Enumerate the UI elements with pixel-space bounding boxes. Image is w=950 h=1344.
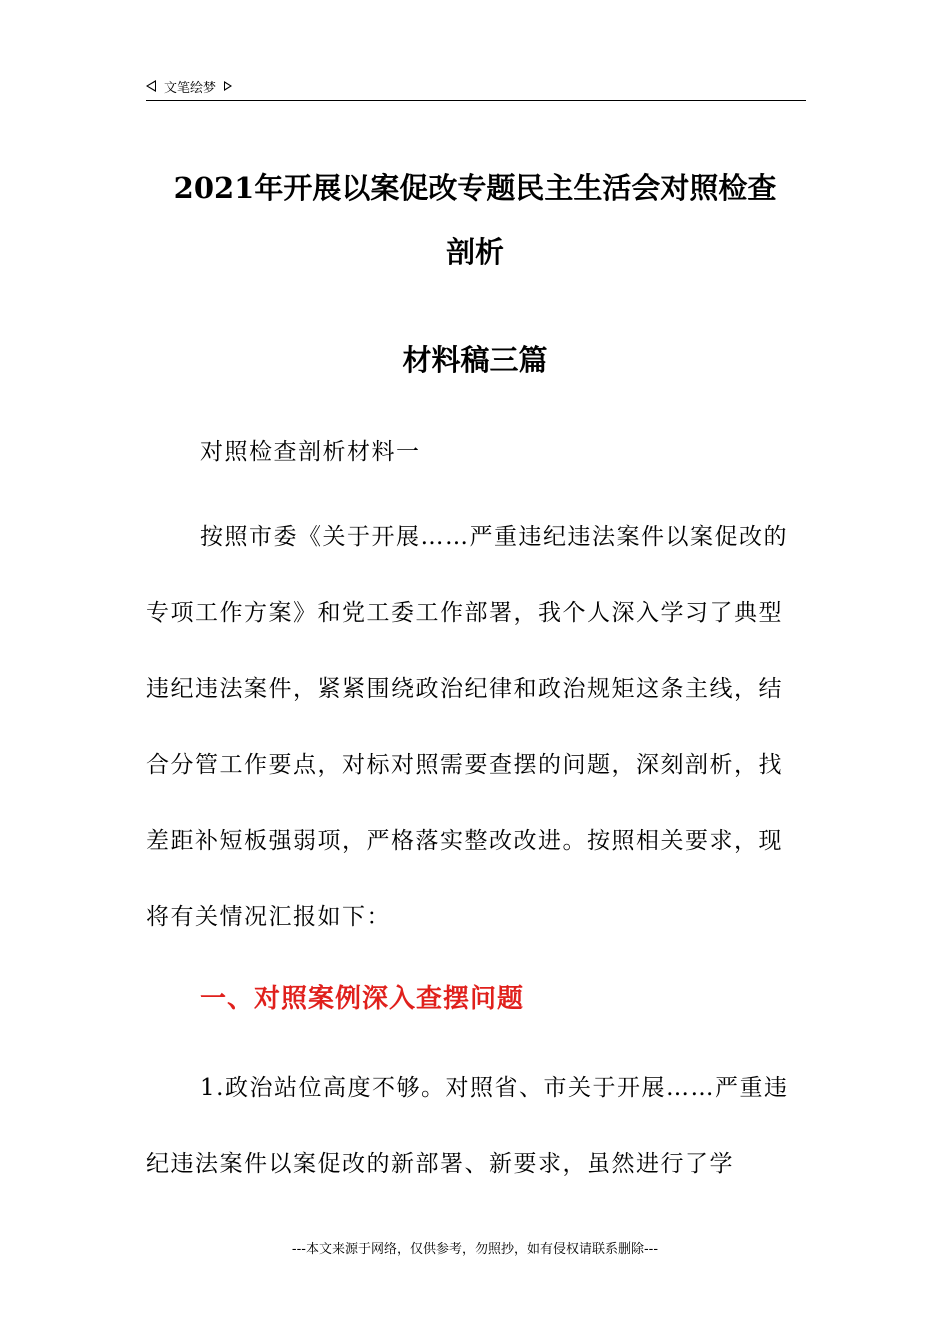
section-heading-1: 一、对照案例深入查摆问题 xyxy=(200,984,525,1014)
page-header xyxy=(146,72,806,101)
document-subheading: 对照检查剖析材料一 xyxy=(200,439,421,465)
footer-disclaimer: ---本文来源于网络，仅供参考，勿照抄，如有侵权请联系删除--- xyxy=(291,1242,659,1257)
header-brand: 文笔绘梦 xyxy=(164,80,217,96)
body-paragraph-1: 按照市委《关于开展……严重违纪违法案件以案促改的专项工作方案》和党工委工作部署，我个人深入学习了典型违纪违法案件，紧紧围绕政治纪律和政治规矩这条主线，结合分管工作要点，对标对照需要查摆的问题，深刻剖析，找差距补短板强弱项，严格落实整改改进。按照相关要求，现将有关情况汇报如下： xyxy=(146,524,788,930)
title-line-2: 剖析 xyxy=(445,235,504,269)
left-triangle-icon xyxy=(146,80,156,92)
right-triangle-icon xyxy=(224,81,232,91)
body-paragraph-2: 1.政治站位高度不够。对照省、市关于开展……严重违纪违法案件以案促改的新部署、新要求，虽然进行了学 xyxy=(146,1075,789,1177)
title-line-3: 材料稿三篇 xyxy=(402,343,548,377)
title-line-1: 2021年开展以案促改专题民主生活会对照检查 xyxy=(173,171,777,205)
